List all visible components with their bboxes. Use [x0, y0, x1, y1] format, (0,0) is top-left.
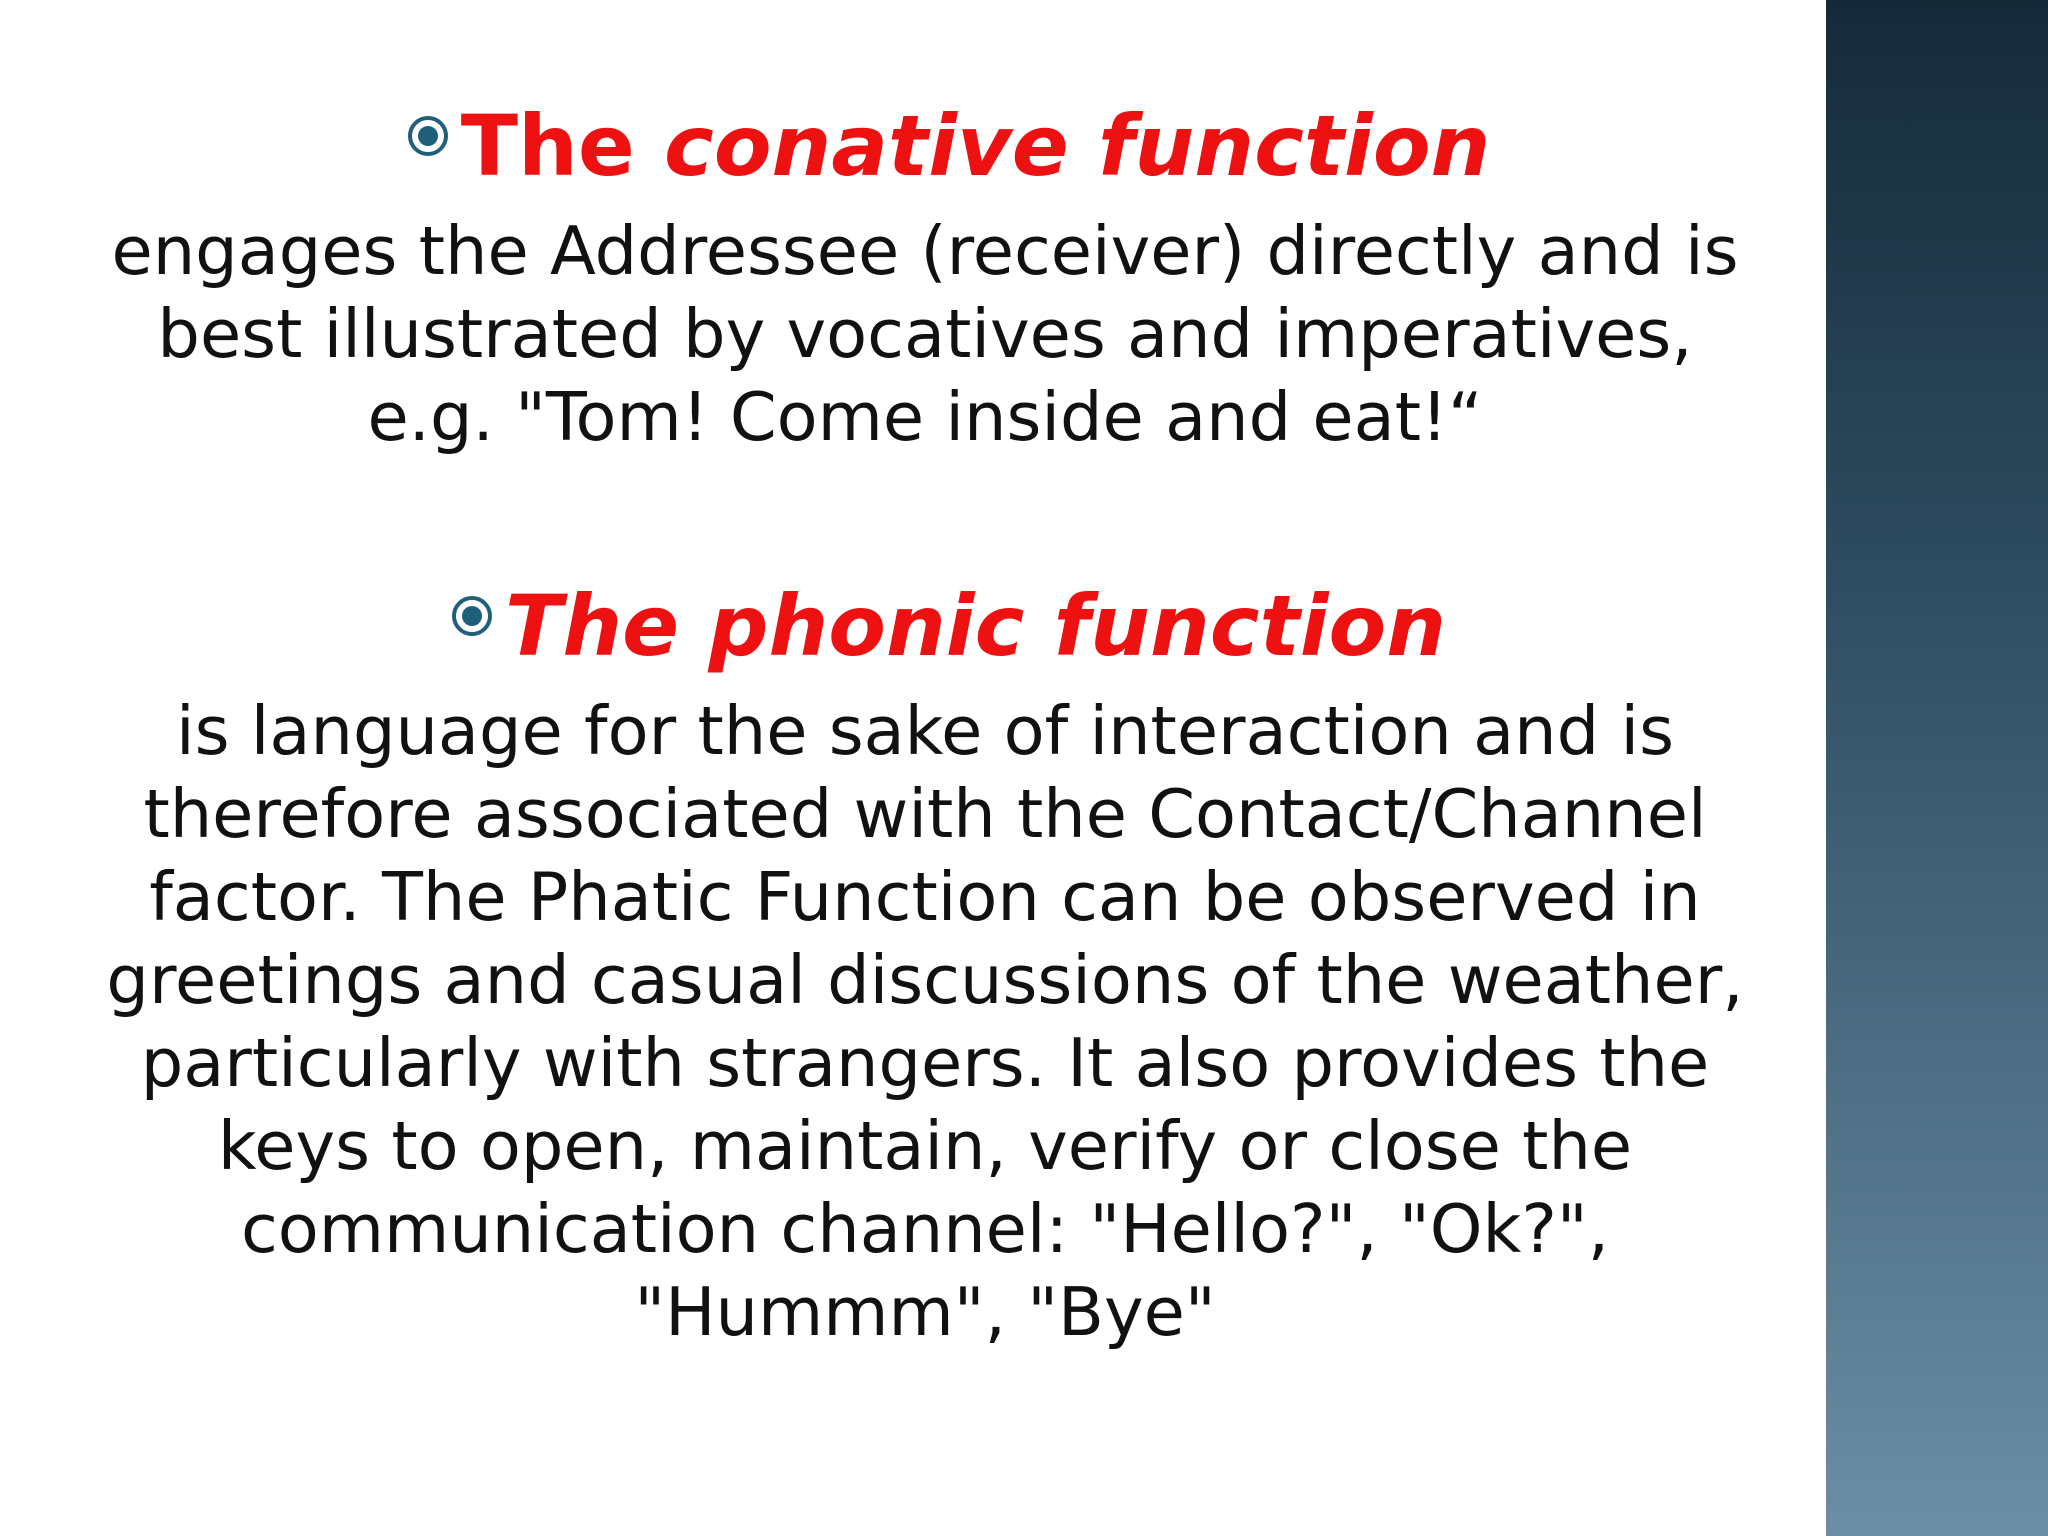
- circle-dot-bullet-icon: [450, 594, 494, 638]
- body-line: "Hummm", "Bye": [634, 1273, 1216, 1351]
- decorative-sidebar: [1826, 0, 2048, 1536]
- body-line: is language for the sake of interaction and is: [175, 692, 1674, 770]
- body-line: communication channel: "Hello?", "Ok?",: [240, 1190, 1610, 1268]
- body-line: particularly with strangers. It also provides the: [140, 1024, 1710, 1102]
- section-heading-phonic: [35, 576, 1861, 676]
- section-heading-conative: [35, 96, 1861, 196]
- heading-emphasis: The phonic function: [505, 577, 1447, 675]
- body-line: engages the Addressee (receiver) directly and is: [111, 212, 1739, 290]
- body-line: greetings and casual discussions of the weather,: [106, 941, 1744, 1019]
- heading-text: [505, 576, 1446, 676]
- section-body-conative: [40, 210, 1810, 459]
- body-line: e.g. "Tom! Come inside and eat!“: [367, 378, 1483, 456]
- heading-prefix: The: [460, 97, 665, 195]
- heading-text: [461, 96, 1491, 196]
- section-body-phonic: [40, 690, 1810, 1354]
- body-line: factor. The Phatic Function can be observed in: [149, 858, 1701, 936]
- heading-emphasis: conative function: [664, 97, 1491, 195]
- body-line: therefore associated with the Contact/Channel: [143, 775, 1707, 853]
- circle-dot-bullet-icon: [406, 114, 450, 158]
- body-line: best illustrated by vocatives and imperatives,: [157, 295, 1693, 373]
- body-line: keys to open, maintain, verify or close the: [217, 1107, 1633, 1185]
